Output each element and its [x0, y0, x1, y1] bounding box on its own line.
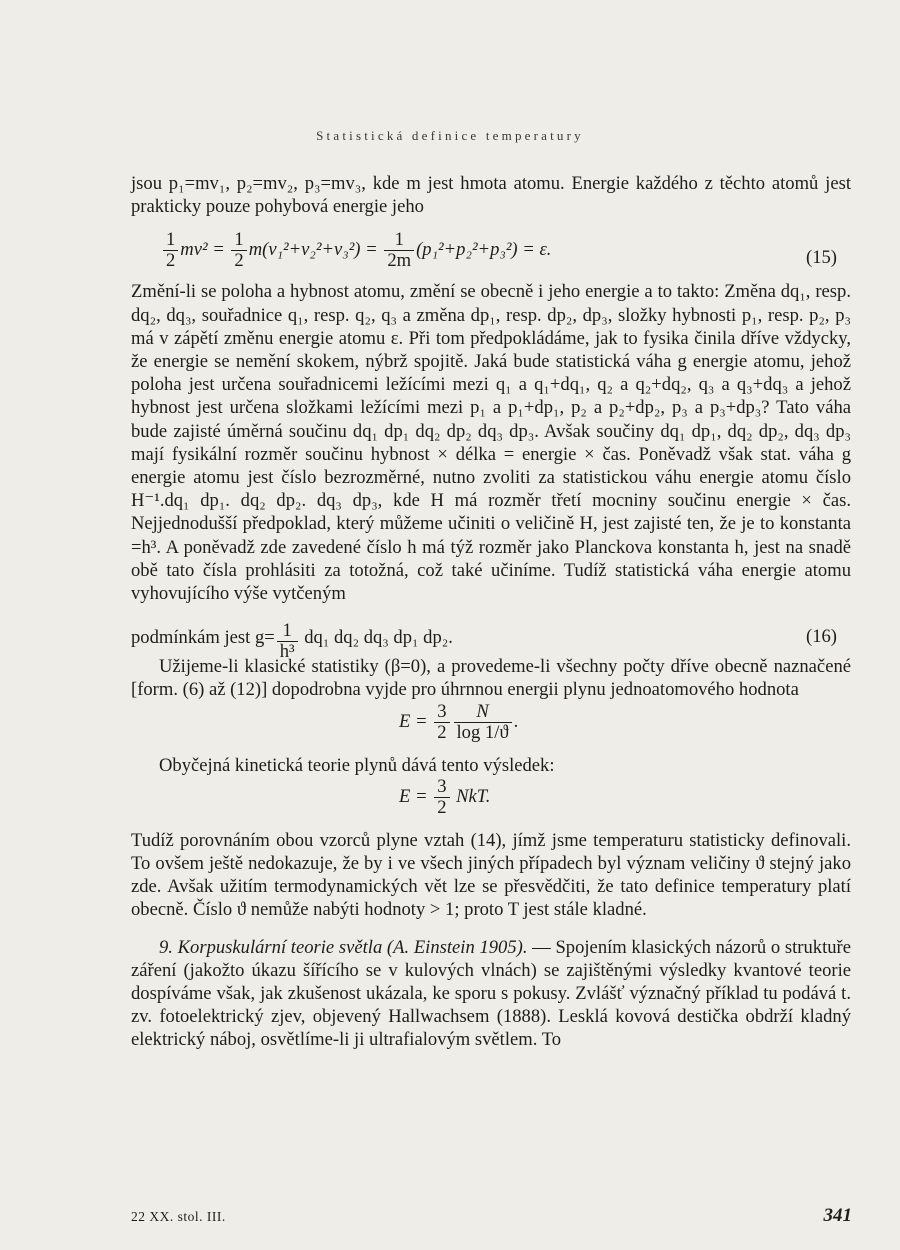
equation-15: [131, 218, 851, 280]
paragraph-1: jsou p₁=mv₁, p₂=mv₂, p₃=mv₃, kde m jest hmota atomu. Energie každého z těchto atomů jest prakticky pouze pohybová energie jeho: [131, 173, 851, 218]
equation-16-body: podmínkám jest g= $\frac{1}{\text{h³}}$ dq₁ dq₂ dq₃ dp₁ dp₂.: [131, 620, 453, 663]
eq15-mv2: mv² =: [180, 239, 230, 261]
equation-15-body: [161, 230, 551, 271]
fraction-half-a: $\frac{1}{2}$: [163, 230, 178, 271]
page-body: [131, 172, 851, 1052]
equation-energy-2: E = $\frac{3}{2}$ NkT.: [399, 775, 491, 818]
equation-energy-1: E = $\frac{3}{2}$ $\frac{N}{\log 1/ϑ}$ .: [399, 700, 519, 743]
printer-signature: 22 XX. stol. III.: [131, 1209, 226, 1224]
paragraph-5: Tudíž porovnáním obou vzorců plyne vztah (14), jímž jsme temperaturu statisticky definovali. To ovšem ještě nedokazuje, že by i ve všech jiných případech byl význam veličiny ϑ stejný jako zde. Avšak užitím termodynamických vět lze se přesvědčiti, že tato definice temperatury platí obecně. Číslo ϑ nemůže nabýti hodnoty > 1; proto T jest stále kladné.: [131, 829, 851, 921]
eq15-vsum: m(v₁²+v₂²+v₃²) =: [248, 239, 378, 261]
paragraph-4: Obyčejná kinetická teorie plynů dává tento výsledek:: [159, 754, 555, 776]
paragraph-2: Změní-li se poloha a hybnost atomu, změní se obecně i jeho energie a to takto: Změna dq₁, resp. dq₂, dq₃, souřadnice q₁, resp. q₂, q₃ a změna dp₁, resp. dp₂, dp₃, složky hybnosti p₁, resp. p₂, p₃ má v zápětí změnu energie atomu ε. Při tom předpokládáme, jak to fysika činila dříve vždycky, že energie se nemění skokem, nýbrž spojitě. Jaká bude statistická váha g energie atomu, jehož poloha jest určena souřadnicemi ležícími mezi q₁ a q₁+dq₁, q₂ a q₂+dq₂, q₃ a q₃+dq₃ a jehož hybnost jest určena složkami ležícími mezi p₁ a p₁+dp₁, p₂ a p₂+dp₂, p₃ a p₃+dp₃? Tato váha bude zajisté úměrná součinu dq₁ dp₁ dq₂ dp₂ dq₃ dp₃. Avšak součiny dq₁ dp₁, dq₂ dp₂, dq₃ dp₃ mají fysikální rozměr součinu hybnost × délka = energie × čas. Poněvadž však stat. váha g energie atomu jest číslo bezrozměrné, nutno zvoliti za statistickou váhu energie atomu číslo H⁻¹.dq₁ dp₁. dq₂ dp₂. dq₃ dp₃, kde H má rozměr třetí mocniny součinu energie × čas. Nejjednodušší předpoklad, který můžeme učiniti o veličině H, jest zajisté ten, že je to konstanta =h³. A poněvadž zde zavedené číslo h má týž rozměr jako Planckova konstanta h, jest na snadě obě tato čísla prohlásiti za totožná, což také učiníme. Tudíž statistická váha energie atomu vyhovujícího výše vytčeným: [131, 281, 851, 605]
section-9-title: 9. Korpuskulární teorie světla (A. Einstein 1905).: [159, 936, 528, 958]
running-header: Statistická definice temperatury: [316, 128, 584, 143]
fraction-three-halves-b: $\frac{3}{2}$: [434, 777, 449, 818]
equation-15-number: (15): [806, 247, 837, 269]
equation-16: [131, 605, 851, 663]
paragraph-6: 9. Korpuskulární teorie světla (A. Einstein 1905). — Spojením klasických názorů o struktuře záření (jakožto úkazu šířícího se v kulových vlnách) se zajištěnými výsledky kvantové teorie dospíváme však, jak zkušenost ukázala, ke sporu s pokusy. Zvlášť význačný příklad tu podává t. zv. fotoelektrický zjev, objevený Hallwachsem (1888). Lesklá kovová destička obdrží kladný elektrický náboj, osvětlíme-li ji ultrafialovým světlem. To: [131, 936, 851, 1051]
fraction-n-over-log: $\frac{N}{\log 1/ϑ}$: [454, 702, 512, 743]
page-number: 341: [823, 1205, 852, 1226]
fraction-one-over-h3: $\frac{1}{\text{h³}}$: [277, 621, 298, 662]
paragraph-3: Užijeme-li klasické statistiky (β=0), a provedeme-li všechny počty dříve obecně naznačené [form. (6) až (12)] dopodrobna vyjde pro úhrnnou energii plynu jednoatomového hodnota: [131, 656, 851, 701]
fraction-three-halves-a: $\frac{3}{2}$: [434, 702, 449, 743]
fraction-one-over-2m: $\frac{1}{2m}$: [384, 230, 414, 271]
fraction-half-b: $\frac{1}{2}$: [231, 230, 246, 271]
eq15-psum: (p₁²+p₂²+p₃²) = ε.: [416, 239, 552, 261]
equation-16-number: (16): [806, 626, 837, 648]
